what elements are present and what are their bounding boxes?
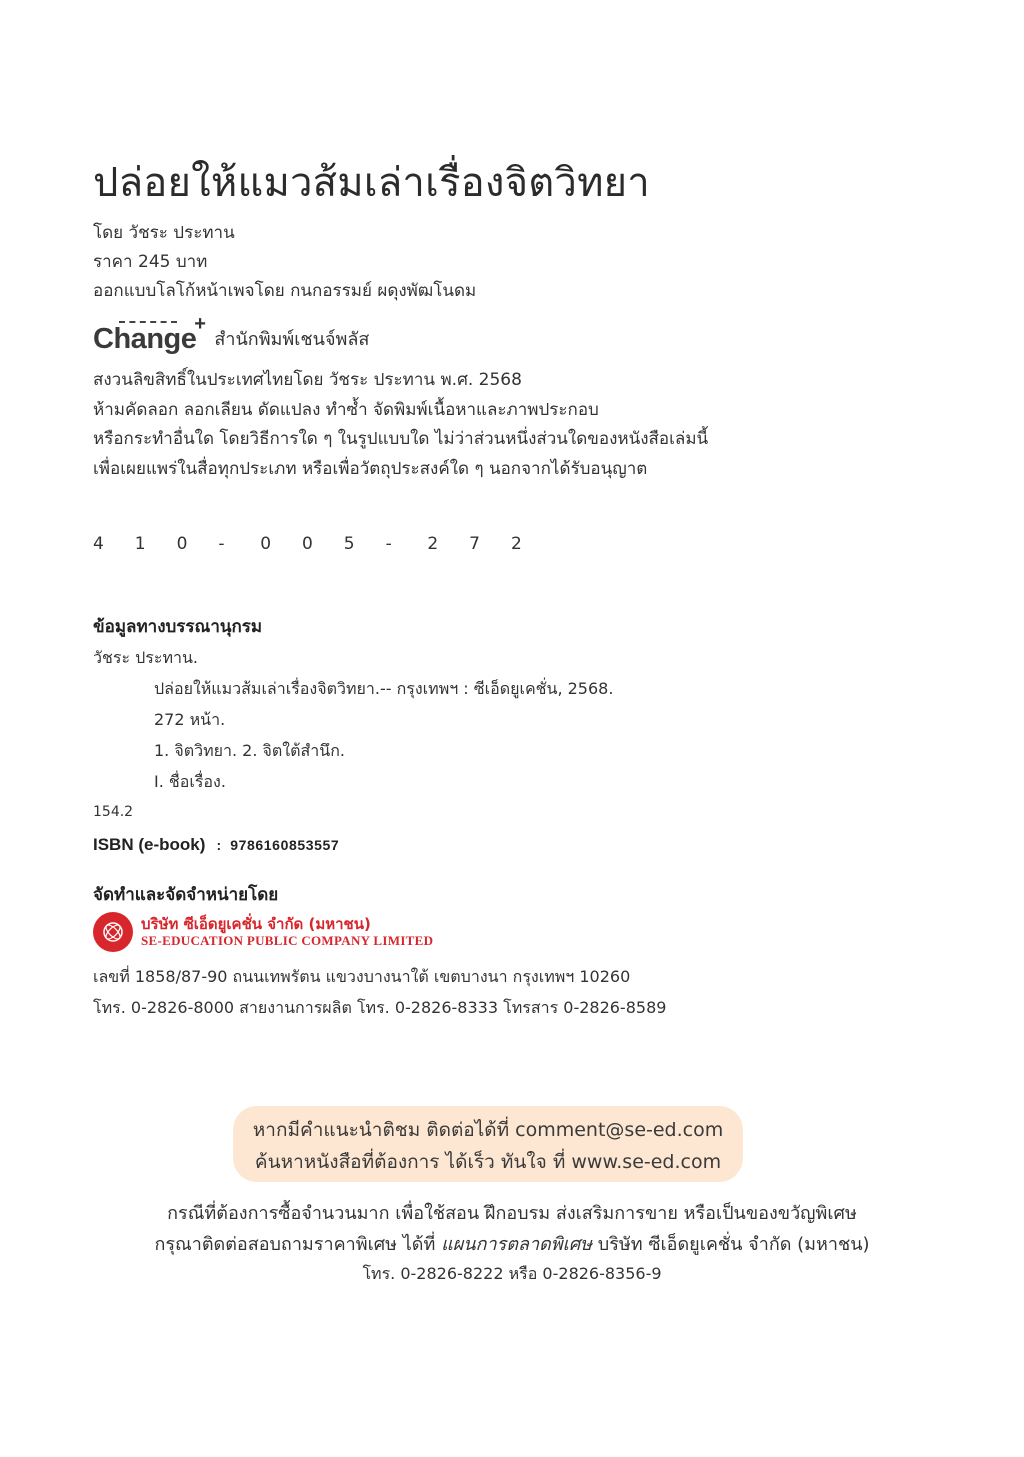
- change-plus-logo: Change +: [93, 313, 206, 355]
- logo-dash-line: [119, 321, 177, 323]
- company-name-th: บริษัท ซีเอ็ดยูเคชั่น จำกัด (มหาชน): [141, 915, 371, 933]
- company-phones: โทร. 0-2826-8000 สายงานการผลิต โทร. 0-2826-8333 โทรสาร 0-2826-8589: [93, 998, 667, 1017]
- catalog-subjects: 1. จิตวิทยา. 2. จิตใต้สำนึก.: [154, 741, 345, 760]
- contact-website-line: ค้นหาหนังสือที่ต้องการ ได้เร็ว ทันใจ ที่ www.se-ed.com: [254, 1151, 722, 1173]
- copyright-line: เพื่อเผยแพร่ในสื่อทุกประเภท หรือเพื่อวัตถุประสงค์ใด ๆ นอกจากได้รับอนุญาต: [93, 458, 648, 479]
- catalog-author: วัชระ ประทาน.: [93, 648, 199, 667]
- catalog-heading: ข้อมูลทางบรรณานุกรม: [93, 617, 263, 637]
- se-ed-logo-icon: [93, 912, 133, 952]
- contact-box: [233, 1106, 743, 1182]
- bulk-order-line-2: กรุณาติดต่อสอบถามราคาพิเศษ ได้ที่ แผนการตลาดพิเศษ บริษัท ซีเอ็ดยูเคชั่น จำกัด (มหาชน): [154, 1234, 870, 1255]
- price-line: ราคา 245 บาท: [93, 252, 208, 272]
- copyright-notice: [93, 366, 708, 484]
- copyright-line: สงวนลิขสิทธิ์ในประเทศไทยโดย วัชระ ประทาน พ.ศ. 2568: [93, 370, 522, 390]
- serial-number: 4 1 0 - 0 0 5 - 2 7 2: [93, 534, 522, 554]
- isbn-label: ISBN (e-book): [93, 835, 206, 854]
- bulk-order-line-1: กรณีที่ต้องการซื้อจำนวนมาก เพื่อใช้สอน ฝึกอบรม ส่งเสริมการขาย หรือเป็นของขวัญพิเศษ: [167, 1203, 857, 1224]
- company-address: เลขที่ 1858/87-90 ถนนเทพรัตน แขวงบางนาใต้ เขตบางนา กรุงเทพฯ 10260: [93, 967, 631, 986]
- book-title: ปล่อยให้แมวส้มเล่าเรื่องจิตวิทยา: [93, 160, 650, 206]
- copyright-line: ห้ามคัดลอก ลอกเลียน ดัดแปลง ทำซ้ำ จัดพิมพ์เนื้อหาและภาพประกอบ: [93, 399, 599, 420]
- company-block: [93, 912, 433, 952]
- author-line: โดย วัชระ ประทาน: [93, 223, 235, 243]
- special-marketing-label: แผนการตลาดพิเศษ: [441, 1234, 593, 1255]
- imprint-row: [93, 313, 370, 355]
- designer-line: ออกแบบโลโก้หน้าเพจโดย กนกอรรมย์ ผดุงพัฒโนดม: [93, 281, 477, 301]
- isbn-line: [93, 835, 339, 855]
- distributor-heading: จัดทำและจัดจำหน่ายโดย: [93, 885, 279, 905]
- bulk-order-phones: โทร. 0-2826-8222 หรือ 0-2826-8356-9: [362, 1264, 662, 1283]
- catalog-entry: ปล่อยให้แมวส้มเล่าเรื่องจิตวิทยา.-- กรุงเทพฯ : ซีเอ็ดยูเคชั่น, 2568.: [154, 679, 614, 698]
- catalog-pages: 272 หน้า.: [154, 710, 226, 729]
- isbn-separator: :: [216, 837, 222, 853]
- company-name-en: SE-EDUCATION PUBLIC COMPANY LIMITED: [141, 933, 434, 948]
- publisher-name: สำนักพิมพ์เชนจ์พลัส: [214, 329, 370, 350]
- isbn-value: 9786160853557: [230, 837, 340, 853]
- catalog-class-number: 154.2: [93, 804, 134, 820]
- logo-plus-icon: +: [194, 313, 206, 335]
- copyright-line: หรือกระทำอื่นใด โดยวิธีการใด ๆ ในรูปแบบใด ไม่ว่าส่วนหนึ่งส่วนใดของหนังสือเล่มนี้: [93, 429, 709, 449]
- contact-comment-line: หากมีคำแนะนำติชม ติดต่อได้ที่ comment@se-ed.com: [252, 1119, 724, 1141]
- catalog-title-entry: I. ชื่อเรื่อง.: [154, 772, 226, 791]
